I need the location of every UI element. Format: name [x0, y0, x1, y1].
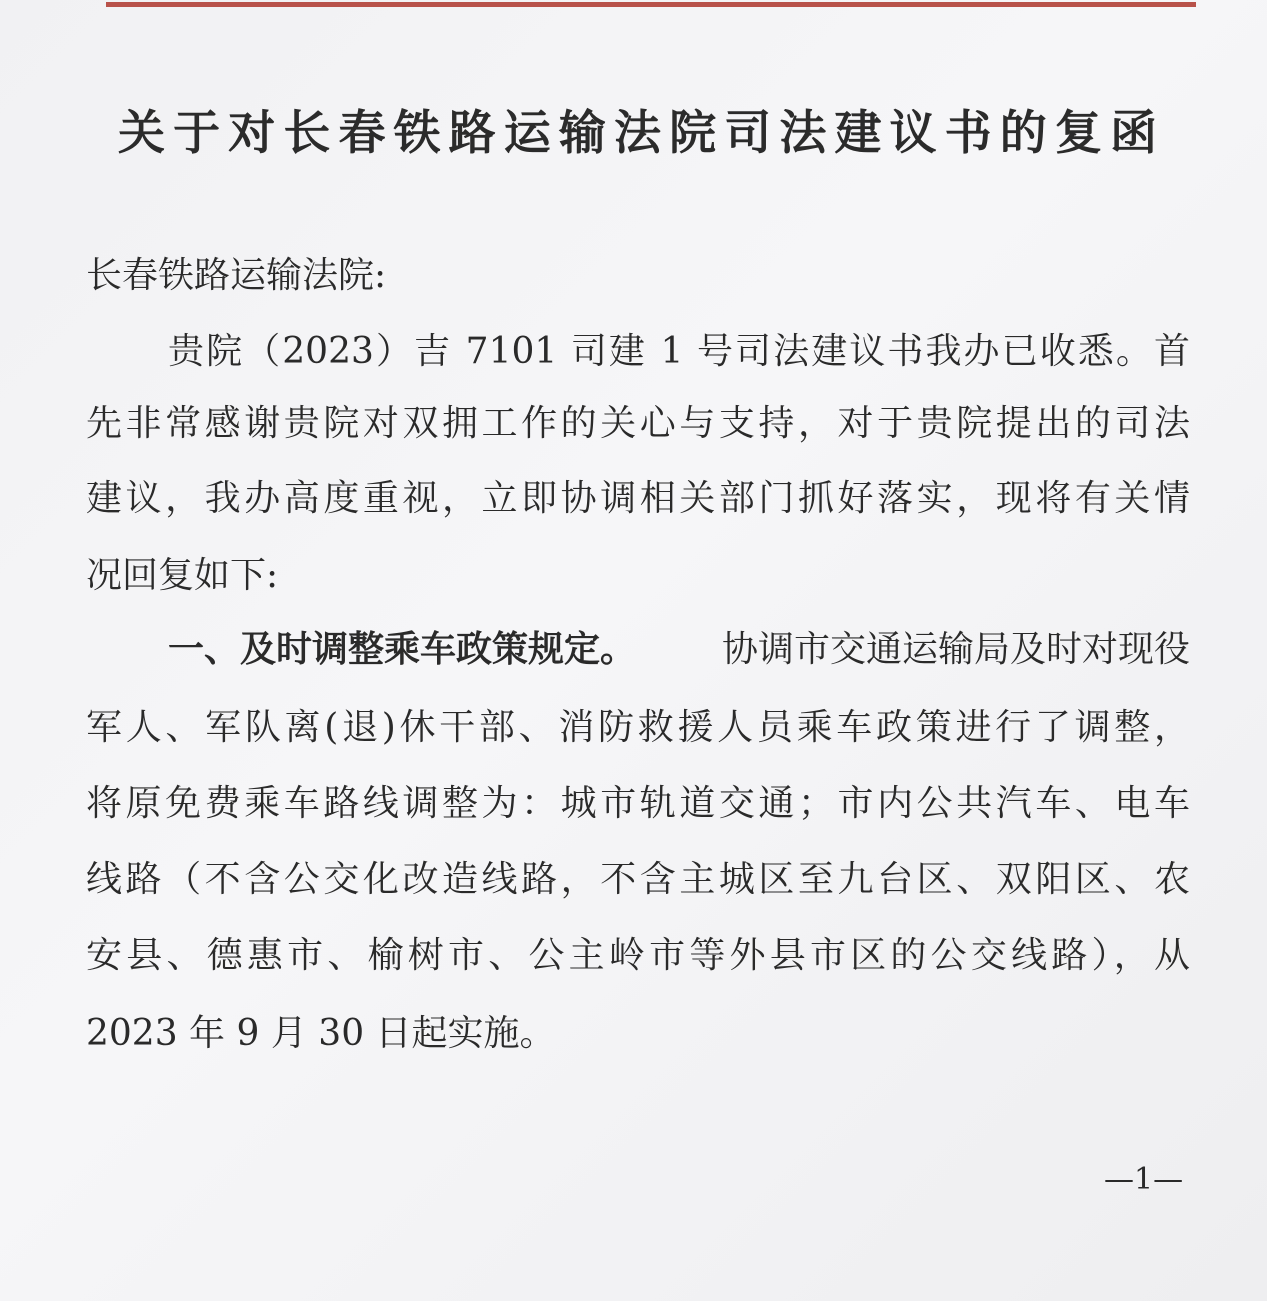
- section-heading-line: [168, 628, 1190, 672]
- page-number: —1—: [1104, 1162, 1184, 1197]
- document-title: 关于对长春铁路运输法院司法建议书的复函: [118, 106, 1158, 161]
- paragraph-line: 先非常感谢贵院对双拥工作的关心与支持，对于贵院提出的司法: [86, 403, 1190, 444]
- paragraph-line: 2023 年 9 月 30 日起实施。: [86, 1013, 556, 1054]
- section-text: 协调市交通运输局及时对现役: [721, 629, 1190, 670]
- paragraph-line: 贵院（2023）吉 7101 司建 1 号司法建议书我办已收悉。首: [168, 331, 1190, 372]
- paragraph-line: 将原免费乘车路线调整为：城市轨道交通；市内公共汽车、电车: [86, 783, 1190, 824]
- paragraph-line: 安县、德惠市、榆树市、公主岭市等外县市区的公交线路），从: [86, 935, 1190, 976]
- paragraph-line: 况回复如下:: [86, 555, 279, 596]
- addressee: 长春铁路运输法院:: [86, 255, 387, 296]
- paragraph-line: 军人、军队离(退)休干部、消防救援人员乘车政策进行了调整，: [86, 707, 1190, 748]
- paragraph-line: 线路（不含公交化改造线路，不含主城区至九台区、双阳区、农: [86, 859, 1190, 900]
- paragraph-line: 建议，我办高度重视，立即协调相关部门抓好落实，现将有关情: [86, 478, 1190, 519]
- red-header-rule: [106, 2, 1196, 7]
- section-heading: 一、及时调整乘车政策规定。: [168, 629, 637, 670]
